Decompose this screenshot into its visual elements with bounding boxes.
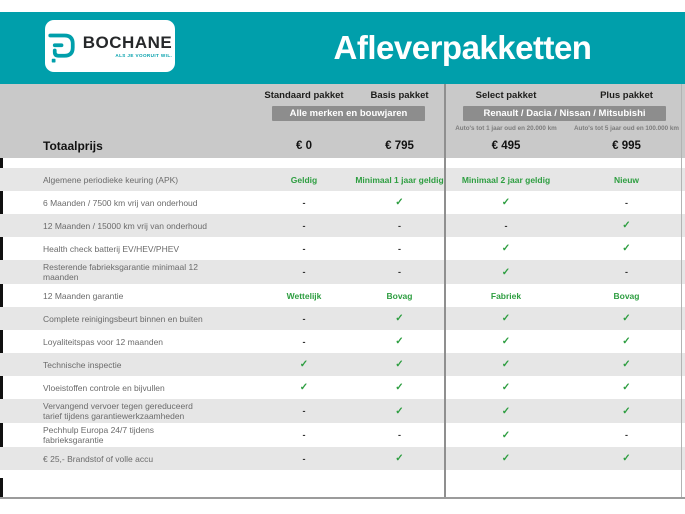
- check-icon: ✓: [501, 197, 511, 208]
- column-header-select: Select pakket: [475, 90, 537, 101]
- row-label: Vervangend vervoer tegen gereduceerd tarief tijdens garantiewerkzaamheden: [43, 401, 193, 421]
- price-plus: € 995: [612, 139, 641, 152]
- page-title: Afleverpakketten: [333, 29, 592, 66]
- row-label: Pechhulp Europa 24/7 tijdens fabrieksgarantie: [43, 425, 155, 445]
- top-banner: [0, 12, 685, 84]
- check-icon: ✓: [501, 405, 511, 417]
- check-icon: ✓: [622, 453, 631, 464]
- table-bottom-border: [0, 497, 685, 499]
- row-label: 12 Maanden garantie: [43, 290, 124, 301]
- feature-rows: [0, 168, 685, 470]
- check-icon: ✓: [299, 382, 309, 393]
- check-icon: ✓: [501, 382, 511, 393]
- dash-mark: -: [398, 267, 401, 277]
- group-badge-renault-group: Renault / Dacia / Nissan / Mitsubishi: [463, 106, 666, 121]
- check-icon: ✓: [501, 266, 511, 278]
- value-text: Nieuw: [613, 174, 640, 185]
- price-select: € 495: [491, 139, 521, 152]
- table-row: [0, 330, 685, 353]
- logo-tagline: ALS JE VOORUIT WIL.: [115, 53, 173, 58]
- check-icon: ✓: [395, 336, 404, 347]
- group-badge-all-brands: Alle merken en bouwjaren: [272, 106, 425, 121]
- row-label: 6 Maanden / 7500 km vrij van onderhoud: [43, 197, 198, 208]
- dash-mark: -: [625, 267, 628, 277]
- value-text: Fabriek: [490, 290, 522, 301]
- dash-mark: -: [398, 220, 401, 231]
- value-text: Minimaal 2 jaar geldig: [461, 174, 551, 185]
- row-label: Complete reinigingsbeurt binnen en buiten: [43, 313, 203, 324]
- check-icon: ✓: [622, 313, 631, 324]
- check-icon: ✓: [501, 453, 511, 464]
- dash-mark: -: [625, 197, 628, 208]
- dash-mark: -: [398, 243, 401, 254]
- check-icon: ✓: [501, 243, 511, 254]
- dash-mark: -: [302, 336, 306, 347]
- row-label: € 25,- Brandstof of volle accu: [43, 453, 154, 464]
- check-icon: ✓: [622, 336, 631, 347]
- table-row: [0, 260, 685, 284]
- table-right-border: [681, 84, 682, 497]
- check-icon: ✓: [501, 336, 511, 347]
- row-label: Health check batterij EV/HEV/PHEV: [43, 243, 180, 254]
- table-row: [0, 399, 685, 423]
- table-row: [0, 307, 685, 330]
- dash-mark: -: [302, 430, 306, 440]
- row-label: 12 Maanden / 15000 km vrij van onderhoud: [43, 220, 207, 231]
- check-icon: ✓: [622, 220, 631, 231]
- value-text: Minimaal 1 jaar geldig: [355, 174, 444, 185]
- check-icon: ✓: [395, 197, 404, 208]
- total-price-label: Totaalprijs: [43, 138, 103, 153]
- row-label: Resterende fabrieksgarantie minimaal 12 maanden: [43, 262, 198, 282]
- check-icon: ✓: [395, 359, 404, 370]
- check-icon: ✓: [299, 359, 309, 370]
- row-label: Technische inspectie: [43, 359, 122, 370]
- check-icon: ✓: [395, 313, 404, 324]
- check-icon: ✓: [501, 313, 511, 324]
- column-note-plus: Auto's tot 5 jaar oud en 100.000 km: [573, 124, 680, 132]
- column-header-standaard: Standaard pakket: [264, 90, 344, 101]
- dash-mark: -: [504, 220, 508, 231]
- dash-mark: -: [302, 243, 306, 254]
- check-icon: ✓: [395, 453, 404, 464]
- column-header-plus: Plus pakket: [600, 90, 653, 101]
- dash-mark: -: [302, 197, 306, 208]
- value-text: Bovag: [386, 290, 413, 301]
- dash-mark: -: [625, 430, 628, 440]
- check-icon: ✓: [622, 359, 631, 370]
- dash-mark: -: [302, 313, 306, 324]
- column-note-select: Auto's tot 1 jaar oud en 20.000 km: [455, 124, 557, 132]
- dash-mark: -: [302, 220, 306, 231]
- dash-mark: -: [302, 453, 306, 464]
- check-icon: ✓: [501, 359, 511, 370]
- value-text: Wettelijk: [286, 290, 322, 301]
- table-row: [0, 191, 685, 214]
- table-row: [0, 423, 685, 447]
- check-icon: ✓: [395, 405, 404, 417]
- dash-mark: -: [302, 406, 306, 416]
- check-icon: ✓: [622, 405, 631, 417]
- header-gap: [0, 158, 685, 168]
- check-icon: ✓: [622, 382, 631, 393]
- check-icon: ✓: [622, 243, 631, 254]
- price-standaard: € 0: [296, 139, 312, 152]
- bochane-logo: [45, 20, 175, 72]
- table-row: [0, 447, 685, 470]
- bochane-logo-icon: [48, 28, 78, 64]
- column-group-divider: [444, 84, 446, 497]
- table-row: [0, 284, 685, 307]
- dash-mark: -: [398, 430, 401, 440]
- row-label: Algemene periodieke keuring (APK): [43, 174, 179, 185]
- table-header: [0, 84, 685, 158]
- price-basis: € 795: [385, 139, 414, 152]
- table-row: [0, 237, 685, 260]
- value-text: Geldig: [290, 174, 318, 185]
- empty-bottom-row: [0, 478, 685, 497]
- table-row: [0, 353, 685, 376]
- row-label: Vloeistoffen controle en bijvullen: [43, 382, 165, 393]
- table-row: [0, 168, 685, 191]
- dash-mark: -: [302, 267, 306, 277]
- row-label: Loyaliteitspas voor 12 maanden: [43, 336, 164, 347]
- check-icon: ✓: [395, 382, 404, 393]
- table-row: [0, 376, 685, 399]
- logo-wordmark: BOCHANE: [82, 33, 173, 52]
- column-header-basis: Basis pakket: [370, 90, 429, 101]
- table-row: [0, 214, 685, 237]
- check-icon: ✓: [501, 429, 511, 441]
- value-text: Bovag: [613, 290, 640, 301]
